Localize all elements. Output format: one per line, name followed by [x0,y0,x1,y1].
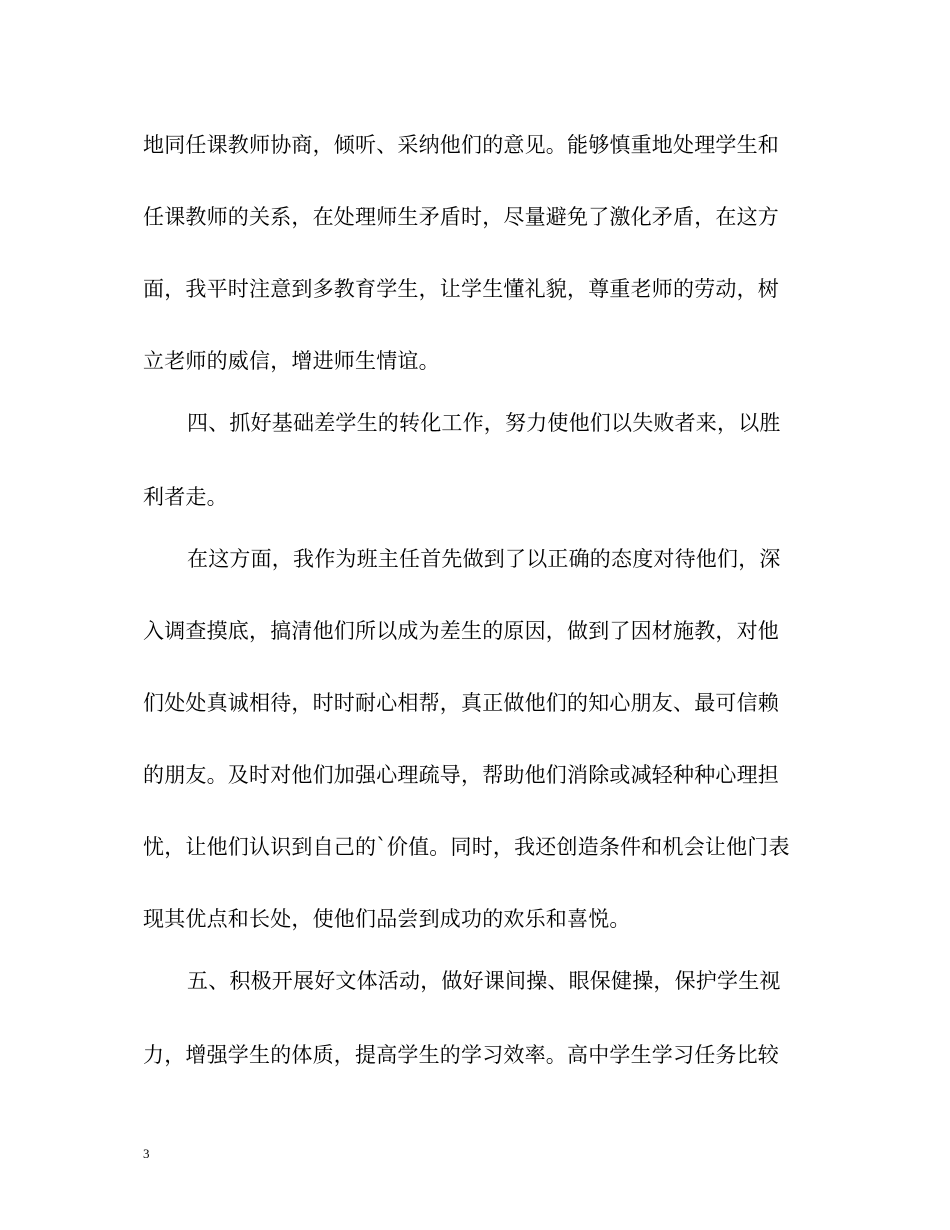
text-line: 入调查摸底，搞清他们所以成为差生的原因，做到了因材施教，对他 [143,619,779,643]
text-line: 面，我平时注意到多教育学生，让学生懂礼貌，尊重老师的劳动，树 [143,277,779,301]
text-line: 力，增强学生的体质，提高学生的学习效率。高中学生学习任务比较 [143,1043,779,1067]
page-number: 3 [143,1146,150,1161]
paragraph-start-line: 四、抓好基础差学生的转化工作，努力使他们以失败者来，以胜 [187,411,781,435]
text-line: 们处处真诚相待，时时耐心相帮，真正做他们的知心朋友、最可信赖 [143,691,779,715]
text-line: 立老师的威信，增进师生情谊。 [143,349,440,373]
text-line: 现其优点和长处，使他们品尝到成功的欢乐和喜悦。 [143,907,631,931]
text-line: 忧，让他们认识到自己的`价值。同时，我还创造条件和机会让他门表 [143,835,790,859]
paragraph-start-line: 在这方面，我作为班主任首先做到了以正确的态度对待他们，深 [187,547,781,571]
paragraph-start-line: 五、积极开展好文体活动，做好课间操、眼保健操，保护学生视 [187,969,781,993]
text-line: 的朋友。及时对他们加强心理疏导，帮助他们消除或减轻种种心理担 [143,763,779,787]
text-line: 地同任课教师协商，倾听、采纳他们的意见。能够慎重地处理学生和 [143,133,779,157]
text-line: 利者走。 [143,485,228,509]
text-line: 任课教师的关系，在处理师生矛盾时，尽量避免了激化矛盾，在这方 [143,205,779,229]
